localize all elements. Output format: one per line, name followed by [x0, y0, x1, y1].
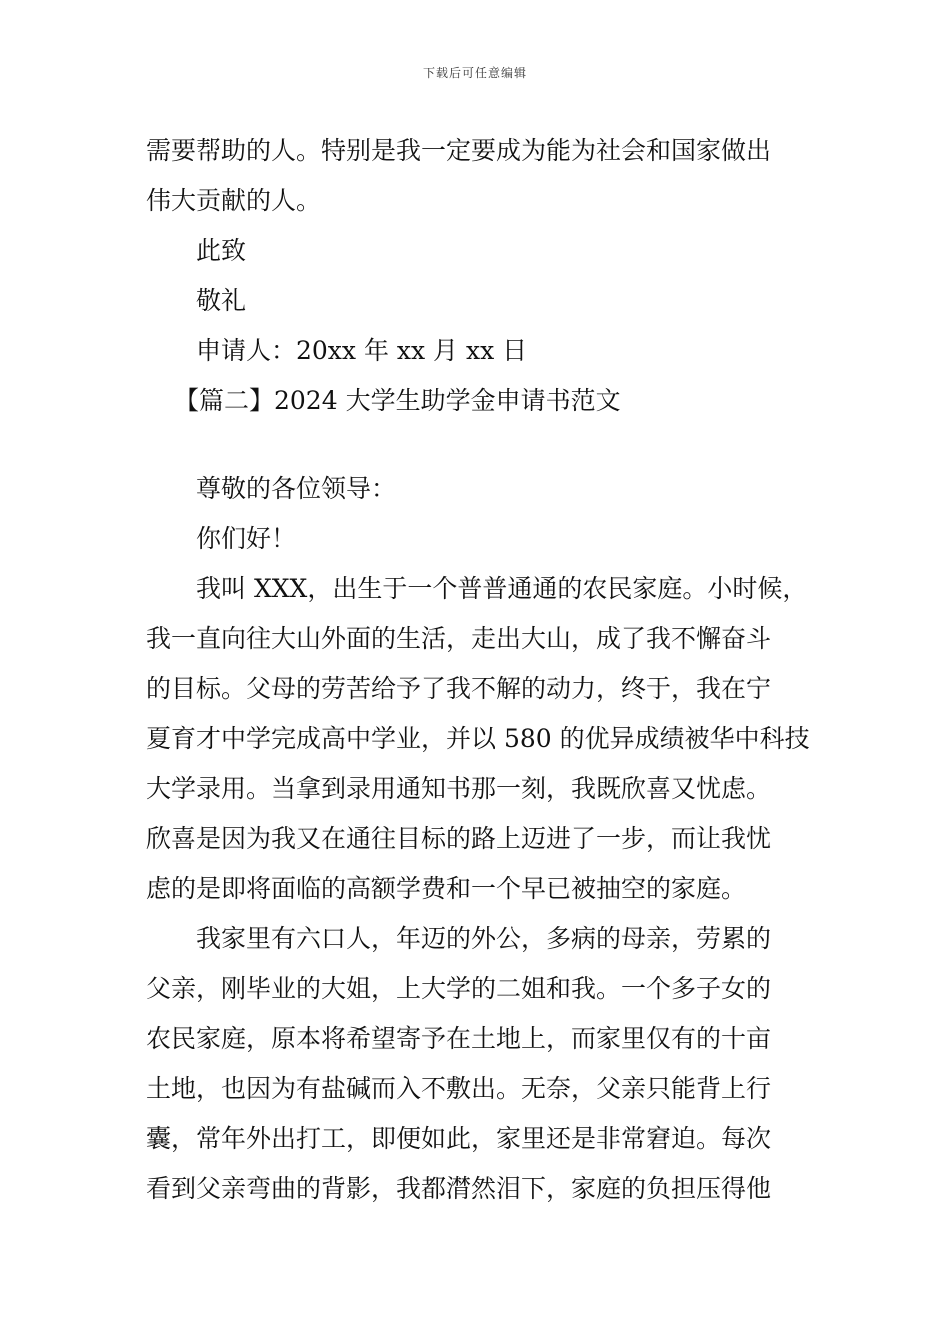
paragraph-line: 夏育才中学完成高中学业，并以 580 的优异成绩被华中科技	[146, 724, 810, 753]
paragraph-line: 土地，也因为有盐碱而入不敷出。无奈，父亲只能背上行	[146, 1074, 772, 1103]
section-title: 【篇二】2024 大学生助学金申请书范文	[174, 386, 621, 415]
paragraph-line: 我一直向往大山外面的生活，走出大山，成了我不懈奋斗	[146, 624, 772, 653]
document-body	[146, 126, 810, 1214]
paragraph-line: 看到父亲弯曲的背影，我都潸然泪下，家庭的负担压得他	[146, 1174, 772, 1203]
blank-spacer	[146, 426, 806, 464]
paragraph-line: 我家里有六口人，年迈的外公，多病的母亲，劳累的	[196, 924, 772, 953]
greeting: 尊敬的各位领导：	[196, 474, 397, 503]
paragraph-line: 我叫 XXX，出生于一个普普通通的农民家庭。小时候，	[196, 574, 808, 603]
hello: 你们好！	[196, 524, 297, 553]
paragraph-line: 农民家庭，原本将希望寄予在土地上，而家里仅有的十亩	[146, 1024, 772, 1053]
paragraph-line: 父亲，刚毕业的大姐，上大学的二姐和我。一个多子女的	[146, 974, 772, 1003]
applicant-signature: 申请人：20xx 年 xx 月 xx 日	[196, 336, 528, 365]
page-header-note: 下载后可任意编辑	[422, 66, 527, 80]
text-line: 伟大贡献的人。	[146, 186, 322, 215]
paragraph-line: 欣喜是因为我又在通往目标的路上迈进了一步，而让我忧	[146, 824, 772, 853]
paragraph-line: 的目标。父母的劳苦给予了我不解的动力，终于，我在宁	[146, 674, 772, 703]
closing-jingli: 敬礼	[196, 286, 247, 315]
text-line: 需要帮助的人。特别是我一定要成为能为社会和国家做出	[146, 136, 772, 165]
paragraph-line: 大学录用。当拿到录用通知书那一刻，我既欣喜又忧虑。	[146, 774, 772, 803]
paragraph-line: 虑的是即将面临的高额学费和一个早已被抽空的家庭。	[146, 874, 747, 903]
closing-cizhi: 此致	[196, 236, 247, 265]
paragraph-line: 囊，常年外出打工，即便如此，家里还是非常窘迫。每次	[146, 1124, 772, 1153]
